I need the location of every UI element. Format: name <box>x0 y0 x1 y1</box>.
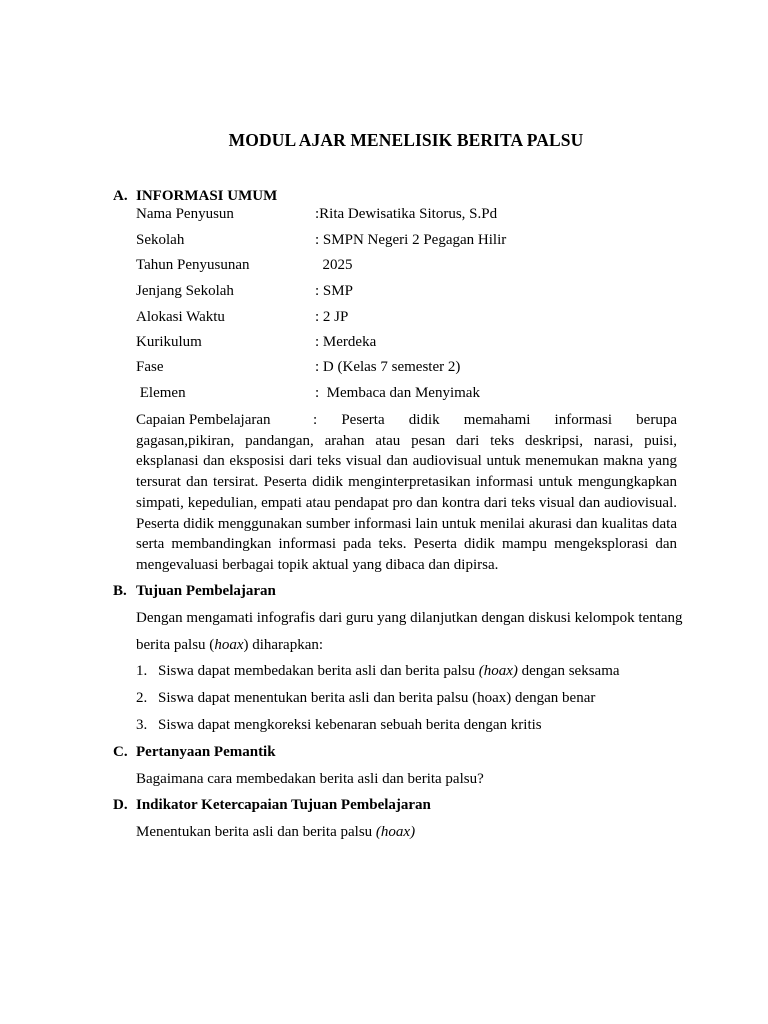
tujuan-list-item-3 <box>136 717 542 734</box>
intro-text: berita palsu ( <box>136 637 215 653</box>
info-row-alokasi-waktu <box>136 309 348 326</box>
tujuan-intro-line-1: Dengan mengamati infografis dari guru yang dilanjutkan dengan diskusi kelompok tentang <box>136 610 683 626</box>
info-row-kurikulum <box>136 334 376 351</box>
info-label: Alokasi Waktu <box>136 309 225 325</box>
document-title: MODUL AJAR MENELISIK BERITA PALSU <box>228 130 584 150</box>
list-text: Siswa dapat menentukan berita asli dan berita palsu (hoax) dengan benar <box>158 690 596 706</box>
section-d-letter: D. <box>113 797 128 813</box>
pertanyaan-pemantik-text: Bagaimana cara membedakan berita asli dan berita palsu? <box>136 771 484 787</box>
capaian-pembelajaran-paragraph <box>136 410 677 576</box>
info-label: Sekolah <box>136 232 185 248</box>
indikator-text-italic: (hoax) <box>375 824 416 840</box>
info-row-fase <box>136 359 460 376</box>
info-label: Jenjang Sekolah <box>136 283 234 299</box>
indikator-text-main: Menentukan berita asli dan berita palsu <box>136 824 376 840</box>
info-label: Nama Penyusun <box>136 206 234 222</box>
list-italic: (hoax) <box>478 663 518 679</box>
section-a-heading <box>113 188 277 205</box>
list-number: 1. <box>136 663 148 679</box>
intro-text-end: ) diharapkan: <box>243 637 324 653</box>
info-value: 2025 <box>315 257 353 273</box>
list-text: Siswa dapat mengkoreksi kebenaran sebuah berita dengan kritis <box>158 717 542 733</box>
section-c-title: Pertanyaan Pemantik <box>136 744 276 760</box>
list-text: Siswa dapat membedakan berita asli dan berita palsu <box>158 663 479 679</box>
info-value: : 2 JP <box>315 309 349 325</box>
info-row-elemen <box>136 385 480 402</box>
section-c-letter: C. <box>113 744 128 760</box>
info-label: Tahun Penyusunan <box>136 257 250 273</box>
tujuan-intro-line-2 <box>136 637 323 654</box>
info-value: :Rita Dewisatika Sitorus, S.Pd <box>315 206 498 222</box>
intro-italic: hoax <box>214 637 244 653</box>
info-row-tahun-penyusunan <box>136 257 353 274</box>
section-a-title: INFORMASI UMUM <box>136 188 278 204</box>
info-row-jenjang-sekolah <box>136 283 353 300</box>
section-a-letter: A. <box>113 188 128 204</box>
info-value: : SMPN Negeri 2 Pegagan Hilir <box>315 232 507 248</box>
section-c-heading <box>113 744 276 761</box>
info-value: : Merdeka <box>315 334 377 350</box>
tujuan-list-item-2 <box>136 690 595 707</box>
info-value: : SMP <box>315 283 353 299</box>
section-d-heading <box>113 797 431 814</box>
info-row-sekolah <box>136 232 506 249</box>
capaian-text: : Peserta didik memahami informasi berupa gagasan,pikiran, pandangan, arahan atau pesan dari teks deskripsi, narasi, puisi, eksplanasi dan eksposisi dari teks visual dan audiovisual untuk menemukan makna yang tersurat dan tersirat. Peserta didik menginterpretasikan informasi untuk mengungkapkan simpati, kepedulian, empati atau pendapat pro dan kontra dari teks visual dan audiovisual. Peserta didik menggunakan sumber informasi lain untuk menilai akurasi dan kualitas data serta membandingkan informasi pada teks. Peserta didik mampu mengeksplorasi dan mengevaluasi berbagai topik aktual yang dibaca dan dipirsa. <box>136 412 677 573</box>
info-label: Elemen <box>136 385 186 401</box>
info-label: Kurikulum <box>136 334 202 350</box>
indikator-text <box>136 824 415 841</box>
section-b-title: Tujuan Pembelajaran <box>136 583 276 599</box>
capaian-label: Capaian Pembelajaran <box>136 412 271 428</box>
tujuan-list-item-1 <box>136 663 620 680</box>
info-value: : Membaca dan Menyimak <box>315 385 480 401</box>
list-text-end: dengan seksama <box>517 663 620 679</box>
info-label: Fase <box>136 359 164 375</box>
section-b-heading <box>113 583 276 600</box>
section-b-letter: B. <box>113 583 127 599</box>
list-number: 2. <box>136 690 148 706</box>
list-number: 3. <box>136 717 148 733</box>
section-d-title: Indikator Ketercapaian Tujuan Pembelajaran <box>136 797 431 813</box>
info-row-nama-penyusun <box>136 206 497 223</box>
info-value: : D (Kelas 7 semester 2) <box>315 359 461 375</box>
